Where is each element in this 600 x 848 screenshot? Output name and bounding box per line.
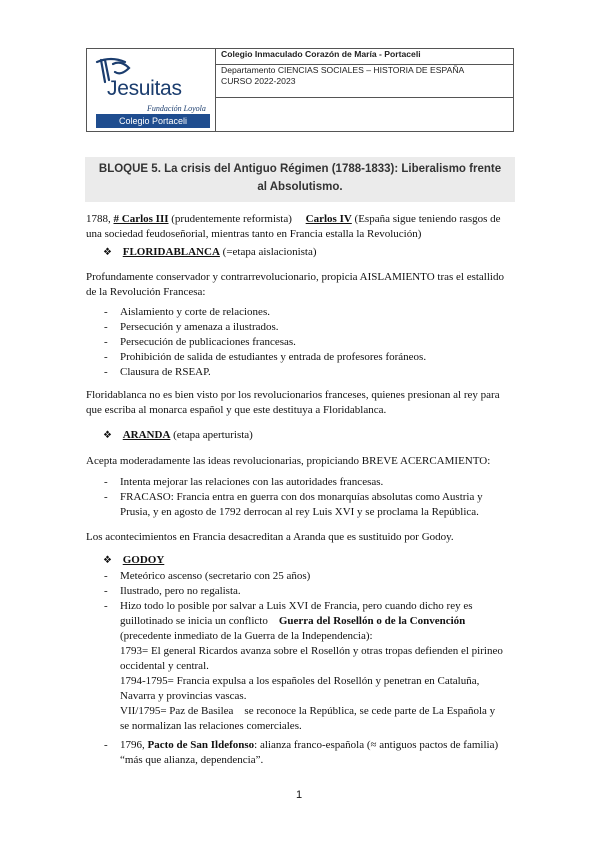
logo-cell bbox=[87, 49, 216, 132]
floridablanca-after-2: que escriba al monarca español y que este destituya a Floridablanca. bbox=[86, 404, 387, 416]
header-table bbox=[86, 48, 514, 132]
header-department-cell bbox=[216, 65, 514, 98]
school-logo bbox=[87, 49, 215, 131]
list-item: - FRACASO: Francia entra en guerra con dos monarquías absolutas como Austria y bbox=[104, 491, 483, 503]
list-item: - Ilustrado, pero no regalista. bbox=[104, 585, 241, 597]
header-empty-cell bbox=[216, 98, 514, 132]
godoy-item3-line5: occidental y central. bbox=[120, 660, 209, 672]
section-heading-floridablanca: ❖ FLORIDABLANCA (=etapa aislacionista) bbox=[103, 246, 317, 258]
header-school-cell bbox=[216, 49, 514, 65]
godoy-item3-line2: guillotinado se inicia un conflicto Guerra del Rosellón o de la Convención bbox=[120, 615, 466, 627]
section-heading-aranda: ❖ ARANDA (etapa aperturista) bbox=[103, 429, 253, 441]
carlos-iv: Carlos IV bbox=[305, 213, 352, 225]
godoy-item3-line3: (precedente inmediato de la Guerra de la Independencia): bbox=[120, 630, 373, 642]
list-item: - Meteórico ascenso (secretario con 25 años) bbox=[104, 570, 311, 582]
intro-line-1: 1788, # Carlos III (prudentemente reformista) Carlos IV (España sigue teniendo rasgos de bbox=[86, 213, 501, 225]
list-item: - Clausura de RSEAP. bbox=[104, 366, 211, 378]
carlos-iii: # Carlos III bbox=[113, 213, 169, 225]
list-item: - Prohibición de salida de estudiantes y entrada de profesores foráneos. bbox=[104, 351, 427, 363]
title-line-1: BLOQUE 5. La crisis del Antiguo Régimen (1788-1833): Liberalismo frente bbox=[98, 163, 502, 175]
list-item: - 1796, Pacto de San Ildefonso: alianza franco-española (≈ antiguos pactos de familia) bbox=[104, 739, 499, 751]
guerra-rosellon: Guerra del Rosellón o de la Convención bbox=[278, 615, 466, 627]
list-item: - Persecución de publicaciones francesas. bbox=[104, 336, 296, 348]
godoy-item3-line8: VII/1795= Paz de Basilea se reconoce la República, se cede parte de La Española y bbox=[120, 705, 496, 717]
course-year: CURSO 2022-2023 bbox=[221, 76, 296, 86]
floridablanca-para-1: Profundamente conservador y contrarrevolucionario, propicia AISLAMIENTO tras el estallido bbox=[86, 271, 504, 283]
logo-brand-text: Jesuitas bbox=[107, 77, 182, 100]
godoy-item3-line9: se normalizan las relaciones comerciales. bbox=[120, 720, 302, 732]
list-item: - Aislamiento y corte de relaciones. bbox=[104, 306, 270, 318]
logo-school-band: Colegio Portaceli bbox=[96, 114, 210, 128]
aranda-para: Acepta moderadamente las ideas revolucionarias, propiciando BREVE ACERCAMIENTO: bbox=[86, 455, 491, 467]
block-title bbox=[85, 157, 515, 202]
diamond-bullet-icon: ❖ bbox=[103, 555, 112, 566]
department-name: Departamento CIENCIAS SOCIALES – HISTORIA DE ESPAÑA bbox=[221, 65, 465, 75]
school-name: Colegio Inmaculado Corazón de María - Portaceli bbox=[221, 49, 421, 59]
floridablanca-para-2: de la Revolución Francesa: bbox=[86, 286, 206, 298]
section-heading-godoy: ❖ GODOY bbox=[103, 554, 165, 566]
godoy-item3-line6: 1794-1795= Francia expulsa a los españoles del Rosellón y penetran en Cataluña, bbox=[120, 675, 480, 687]
godoy-item3-line7: Navarra y provincias vascas. bbox=[120, 690, 247, 702]
godoy-item4-line2: “más que alianza, dependencia”. bbox=[120, 754, 264, 766]
page-number: 1 bbox=[296, 789, 303, 801]
list-item: - Persecución y amenaza a ilustrados. bbox=[104, 321, 279, 333]
diamond-bullet-icon: ❖ bbox=[103, 247, 112, 258]
title-line-2: al Absolutismo. bbox=[257, 181, 343, 193]
list-item: - Hizo todo lo posible por salvar a Luis XVI de Francia, pero cuando dicho rey es bbox=[104, 600, 473, 612]
list-item: - Intenta mejorar las relaciones con las autoridades francesas. bbox=[104, 476, 384, 488]
pacto-san-ildefonso: Pacto de San Ildefonso bbox=[147, 739, 255, 751]
logo-foundation-text: Fundación Loyola bbox=[147, 104, 206, 113]
floridablanca-after-1: Floridablanca no es bien visto por los revolucionarios franceses, quienes presionan al rey para bbox=[86, 389, 500, 401]
intro-line-2: una sociedad feudoseñorial, mientras tanto en Francia estalla la Revolución) bbox=[86, 228, 422, 240]
aranda-after: Los acontecimientos en Francia desacreditan a Aranda que es sustituido por Godoy. bbox=[86, 531, 454, 543]
godoy-item3-line4: 1793= El general Ricardos avanza sobre el Rosellón y otras tropas defienden el pirineo bbox=[120, 645, 503, 657]
diamond-bullet-icon: ❖ bbox=[103, 430, 112, 441]
aranda-item2-line2: Prusia, y en agosto de 1792 derrocan al rey Luis XVI y se proclama la República. bbox=[120, 506, 479, 518]
